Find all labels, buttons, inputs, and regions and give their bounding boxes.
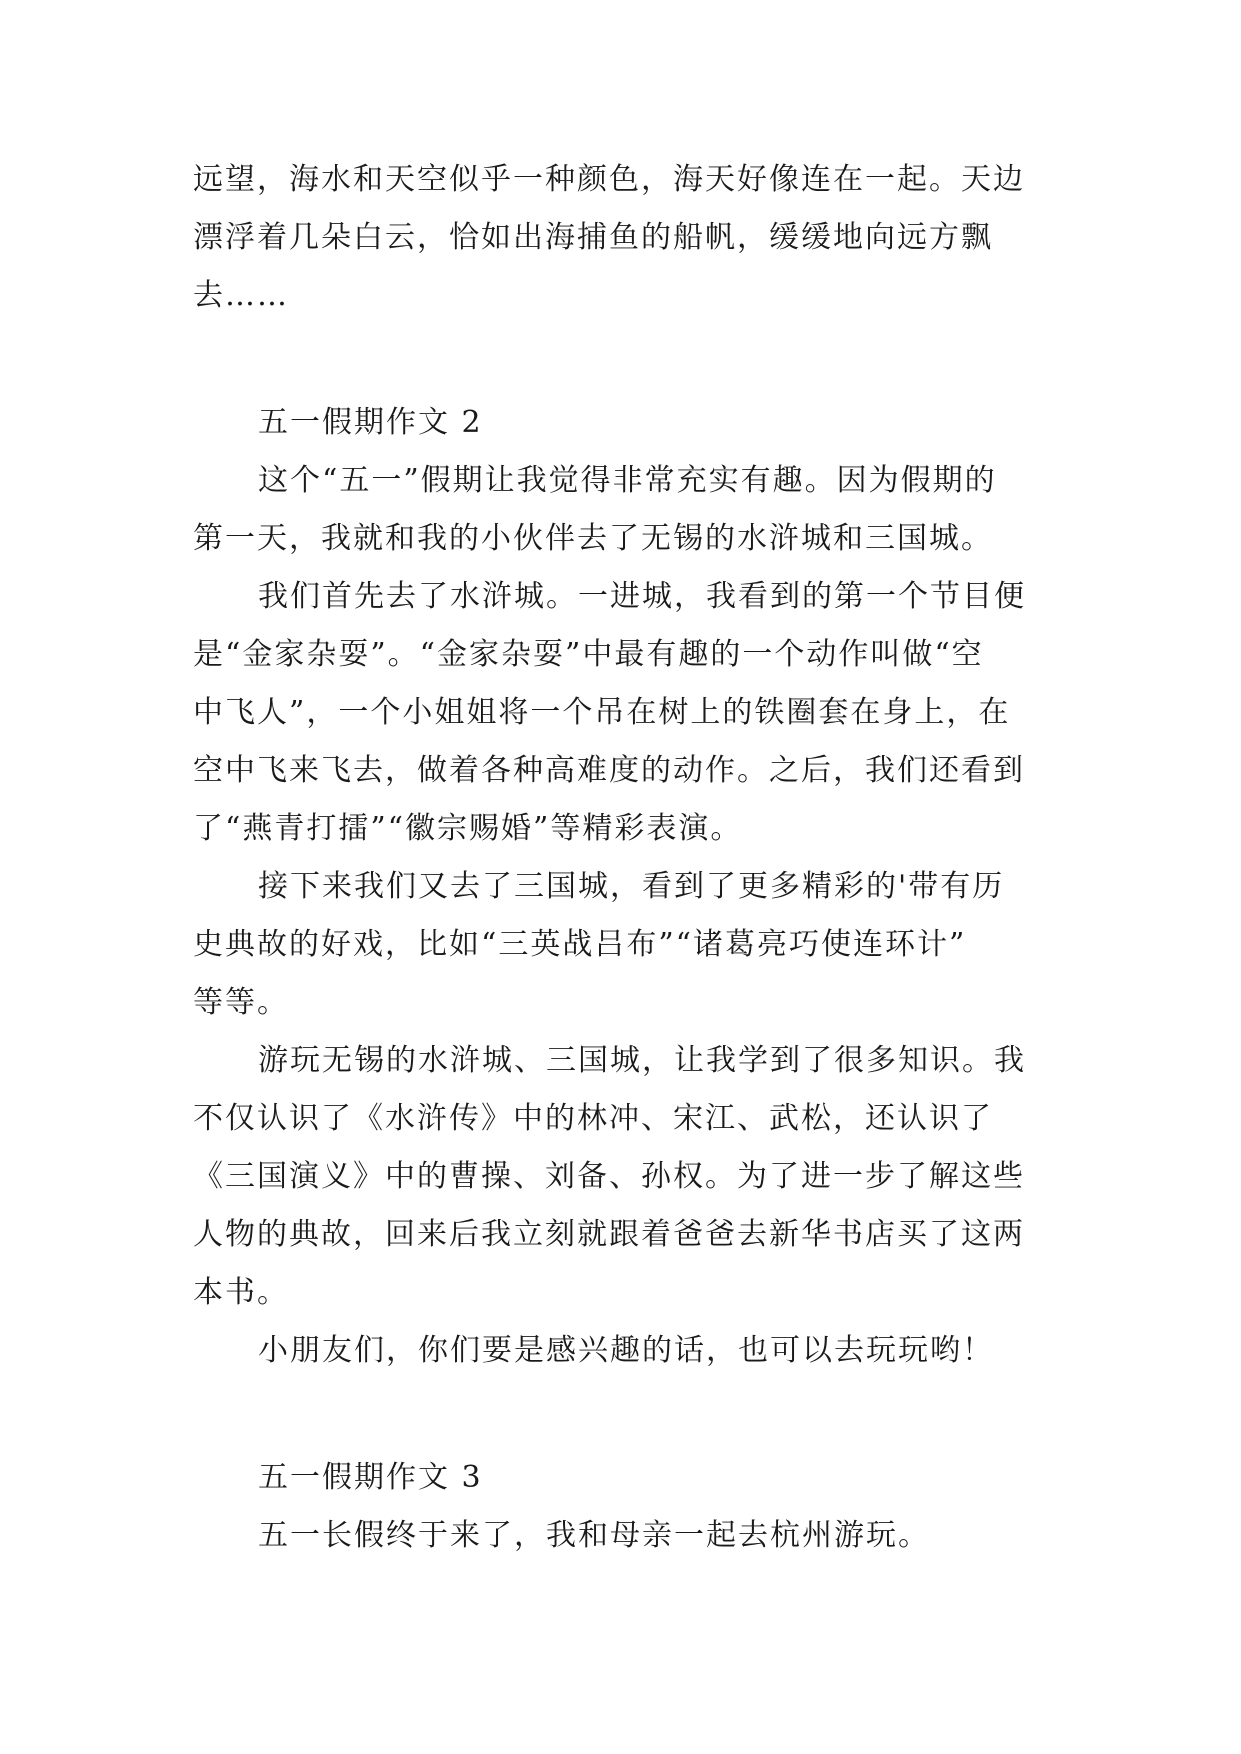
text-line: 第一天，我就和我的小伙伴去了无锡的水浒城和三国城。 (193, 521, 993, 556)
text-line: 是“金家杂耍”。“金家杂耍”中最有趣的一个动作叫做“空 (193, 637, 984, 672)
text-line: 小朋友们，你们要是感兴趣的话，也可以去玩玩哟！ (258, 1333, 994, 1368)
text-line: 五一长假终于来了，我和母亲一起去杭州游玩。 (258, 1518, 930, 1553)
text-line: 人物的典故，回来后我立刻就跟着爸爸去新华书店买了这两 (193, 1217, 1025, 1252)
text-line: 接下来我们又去了三国城，看到了更多精彩的'带有历 (258, 869, 1005, 904)
text-line: 远望，海水和天空似乎一种颜色，海天好像连在一起。天边 (193, 162, 1025, 197)
text-line: 空中飞来飞去，做着各种高难度的动作。之后，我们还看到 (193, 753, 1025, 788)
section-title: 五一假期作文 2 (258, 405, 483, 440)
text-line: 中飞人”，一个小姐姐将一个吊在树上的铁圈套在身上，在 (193, 695, 1011, 730)
text-line: 等等。 (193, 985, 289, 1020)
text-line: 不仅认识了《水浒传》中的林冲、宋江、武松，还认识了 (193, 1101, 993, 1136)
section-title: 五一假期作文 3 (258, 1460, 483, 1495)
text-line: 本书。 (193, 1275, 289, 1310)
text-line: 去…… (193, 278, 289, 313)
text-line: 了“燕青打擂”“徽宗赐婚”等精彩表演。 (193, 811, 743, 846)
text-line: 我们首先去了水浒城。一进城，我看到的第一个节目便 (258, 579, 1026, 614)
text-line: 游玩无锡的水浒城、三国城，让我学到了很多知识。我 (258, 1043, 1026, 1078)
text-line: 《三国演义》中的曹操、刘备、孙权。为了进一步了解这些 (193, 1159, 1025, 1194)
text-line: 漂浮着几朵白云，恰如出海捕鱼的船帆，缓缓地向远方飘 (193, 220, 993, 255)
text-line: 史典故的好戏，比如“三英战吕布”“诸葛亮巧使连环计” (193, 927, 967, 962)
text-line: 这个“五一”假期让我觉得非常充实有趣。因为假期的 (258, 463, 997, 498)
